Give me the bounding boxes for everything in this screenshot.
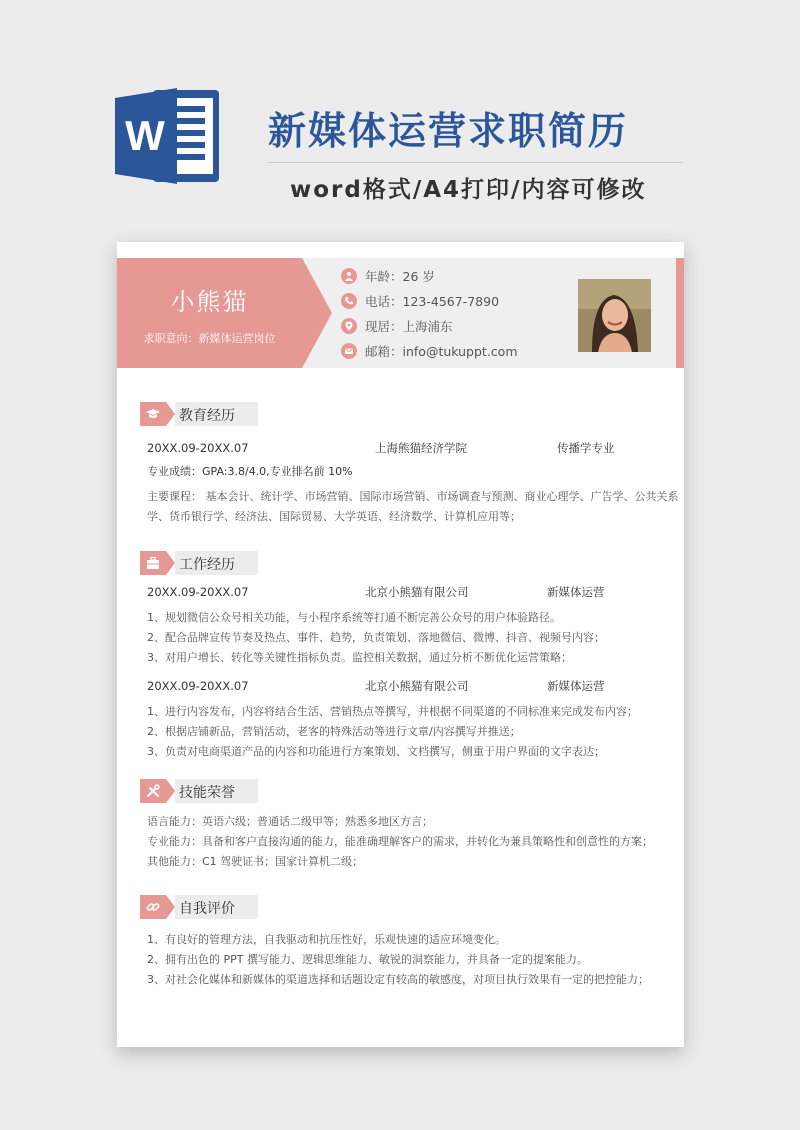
education-courses-line-2: 学、货币银行学、经济法、国际贸易、大学英语、经济数学、计算机应用等； [147,510,521,523]
skill-line-other: 其他能力：C1 驾驶证书；国家计算机二级； [147,855,364,868]
job-1-duty-3: 3、对用户增长、转化等关键性指标负责。监控相关数据，通过分析不断优化运营策略； [147,651,572,664]
graduation-cap-icon [145,406,161,422]
self-eval-line-1: 1、有良好的管理方法，自我驱动和抗压性好，乐观快速的适应环境变化。 [147,933,506,946]
info-email-value: info@tukuppt.com [402,343,518,359]
person-icon [341,268,357,284]
section-skills-header [140,779,340,803]
education-gpa: 专业成绩：GPA:3.8/4.0,专业排名前 10% [147,465,353,478]
link-icon [145,899,161,915]
job-2-duty-3: 3、负责对电商渠道产品的内容和功能进行方案策划、文档撰写，侧重于用户界面的文字表达； [147,745,605,758]
info-age [341,266,435,286]
info-location-label: 现居： [365,319,403,334]
skill-line-professional: 专业能力：具备和客户直接沟通的能力，能准确理解客户的需求，并转化为兼具策略性和创意性的方案； [147,835,653,848]
job-2-duty-1: 1、进行内容发布，内容将结合生活、营销热点等撰写，并根据不同渠道的不同标准来完成发布内容； [147,705,638,718]
name-block [117,258,302,368]
education-school: 上海熊猫经济学院 [375,441,467,455]
info-phone-value: 123-4567-7890 [402,293,500,309]
info-age-value: 26 岁 [402,269,435,284]
info-email [341,341,518,361]
job-1-duty-1: 1、规划微信公众号相关功能，与小程序系统等打通不断完善公众号的用户体验路径。 [147,611,561,624]
candidate-name: 小熊猫 [170,288,249,316]
job-2-period: 20XX.09-20XX.07 [147,679,249,693]
self-eval-line-2: 2、拥有出色的 PPT 撰写能力、逻辑思维能力、敏锐的洞察能力，并具备一定的提案能力。 [147,953,588,966]
info-location [341,316,453,336]
section-work-header [140,551,340,575]
info-location-value: 上海浦东 [402,319,453,334]
self-eval-line-3: 3、对社会化媒体和新媒体的渠道选择和话题设定有较高的敏感度，对项目执行效果有一定的把控能力； [147,973,649,986]
job-intent: 求职意向：新媒体运营岗位 [143,332,276,345]
job-1-role: 新媒体运营 [547,585,605,599]
banner-accent-bar [676,258,684,368]
info-phone-label: 电话： [365,294,403,309]
job-1-company: 北京小熊猫有限公司 [365,585,469,599]
portrait-image [578,279,651,352]
job-2-role: 新媒体运营 [547,679,605,693]
mail-icon [341,343,357,359]
title-divider [268,162,683,163]
section-self-title: 自我评价 [179,901,235,917]
name-block-arrow [302,258,332,368]
section-skills-title: 技能荣誉 [179,785,235,801]
skill-line-language: 语言能力：英语六级；普通话二级甲等；熟悉多地区方言； [147,815,433,828]
profile-photo [578,279,651,352]
phone-icon [341,293,357,309]
education-period: 20XX.09-20XX.07 [147,441,249,455]
word-logo-letter: W [125,112,165,159]
section-work-title: 工作经历 [179,557,235,573]
job-2-duty-2: 2、根据店铺新品，营销活动，老客的特殊活动等进行文章/内容撰写并推送； [147,725,521,738]
page-subtitle: word格式/A4打印/内容可修改 [290,177,647,203]
word-logo-icon [115,84,225,188]
section-self-header [140,895,340,919]
info-email-label: 邮箱： [365,344,403,359]
job-1-period: 20XX.09-20XX.07 [147,585,249,599]
info-phone [341,291,499,311]
job-1-duty-2: 2、配合品牌宣传节奏及热点、事件、趋势，负责策划、落地微信、微博、抖音、视频号内容； [147,631,605,644]
job-2-company: 北京小熊猫有限公司 [365,679,469,693]
section-education-title: 教育经历 [179,408,235,424]
page-title: 新媒体运营求职简历 [268,109,629,153]
briefcase-icon [145,555,161,571]
section-education-header [140,402,340,426]
document-header [0,0,800,230]
tools-icon [145,783,161,799]
education-major: 传播学专业 [557,441,615,455]
education-courses-line-1: 主要课程： 基本会计、统计学、市场营销、国际市场营销、市场调查与预测、商业心理学、广告学、公共关系 [147,490,679,503]
profile-banner [117,258,684,368]
info-age-label: 年龄： [365,269,403,284]
location-icon [341,318,357,334]
resume-page [117,242,684,1047]
